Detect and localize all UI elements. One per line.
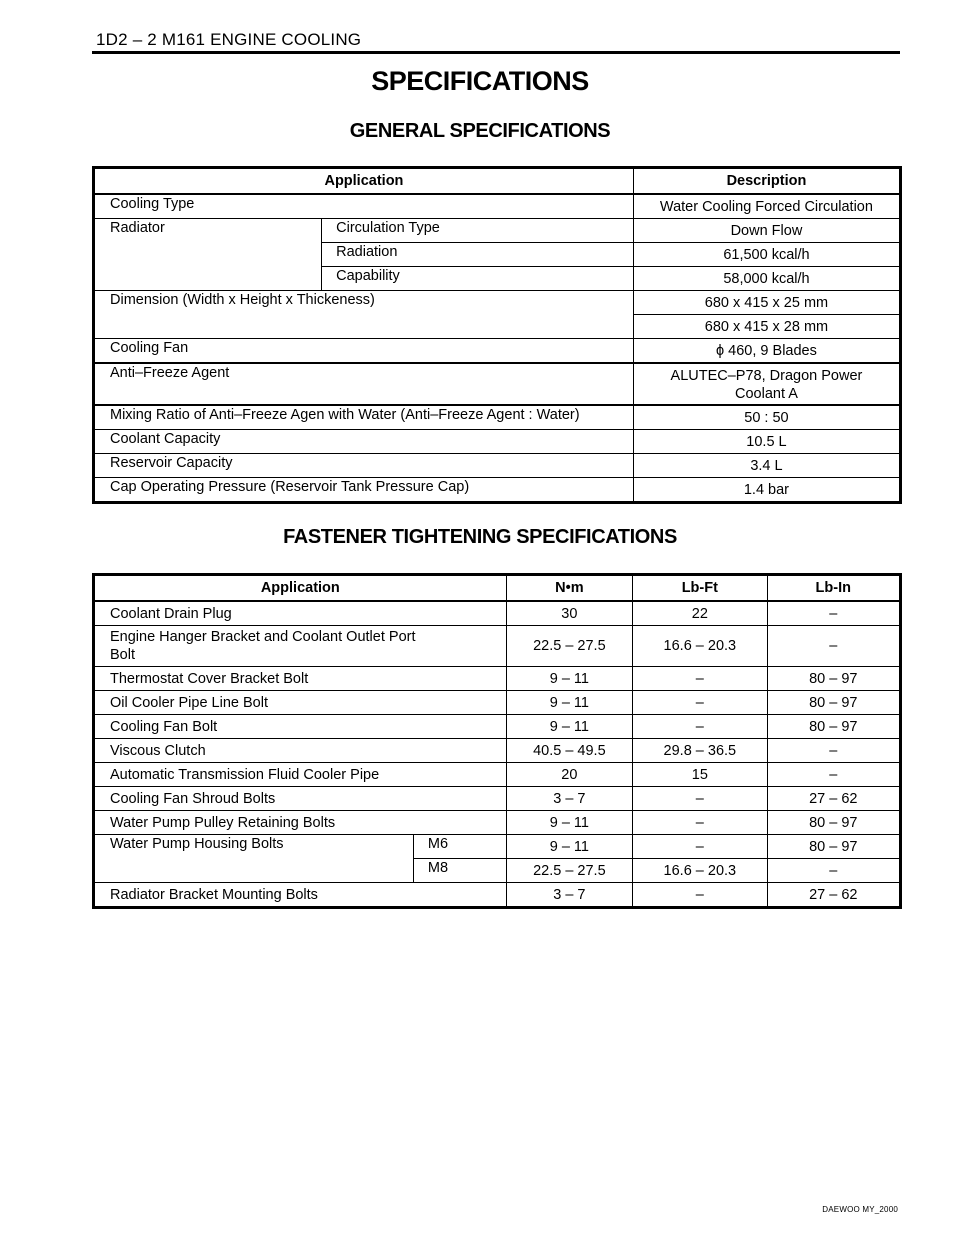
fastener-nm: 9 – 11 — [506, 811, 632, 835]
table-row — [94, 219, 901, 243]
page-footer: DAEWOO MY_2000 — [822, 1205, 898, 1214]
capability-label: Capability — [322, 267, 634, 291]
fastener-nm: 9 – 11 — [506, 667, 632, 691]
dimension-label: Dimension (Width x Height x Thickeness) — [94, 291, 634, 339]
table-row — [94, 835, 901, 859]
fastener-lbft: 15 — [633, 763, 767, 787]
table-row — [94, 478, 901, 503]
fastener-lbin: – — [767, 626, 900, 667]
fastener-nm: 3 – 7 — [506, 787, 632, 811]
coolant-capacity-label: Coolant Capacity — [94, 430, 634, 454]
table-row — [94, 787, 901, 811]
fastener-lbin: – — [767, 763, 900, 787]
fastener-lbft: – — [633, 691, 767, 715]
dimension-value-1: 680 x 415 x 25 mm — [633, 291, 900, 315]
fastener-nm: 9 – 11 — [506, 835, 632, 859]
fastener-lbft: 16.6 – 20.3 — [633, 626, 767, 667]
table-row — [94, 739, 901, 763]
fastener-lbin: 27 – 62 — [767, 787, 900, 811]
fastener-nm: 22.5 – 27.5 — [506, 626, 632, 667]
fastener-application: Cooling Fan Shroud Bolts — [94, 787, 507, 811]
fastener-lbin: 80 – 97 — [767, 811, 900, 835]
table-row — [94, 339, 901, 364]
water-pump-m6-size: M6 — [413, 835, 506, 859]
fastener-nm: 20 — [506, 763, 632, 787]
capability-value: 58,000 kcal/h — [633, 267, 900, 291]
table-row — [94, 626, 901, 667]
fastener-lbft: – — [633, 883, 767, 908]
table-row — [94, 363, 901, 405]
fastener-application: Viscous Clutch — [94, 739, 507, 763]
fastener-application: Automatic Transmission Fluid Cooler Pipe — [94, 763, 507, 787]
cooling-fan-value: ϕ 460, 9 Blades — [633, 339, 900, 364]
fastener-application: Cooling Fan Bolt — [94, 715, 507, 739]
general-specifications-heading: GENERAL SPECIFICATIONS — [349, 120, 611, 142]
fastener-lbin: – — [767, 601, 900, 626]
fastener-nm: 40.5 – 49.5 — [506, 739, 632, 763]
cap-pressure-label: Cap Operating Pressure (Reservoir Tank Pressure Cap) — [94, 478, 634, 503]
table-row — [94, 883, 901, 908]
cooling-fan-label: Cooling Fan — [94, 339, 634, 364]
table-row — [94, 291, 901, 315]
cooling-type-label: Cooling Type — [94, 194, 634, 219]
fastener-lbin: 27 – 62 — [767, 883, 900, 908]
radiation-label: Radiation — [322, 243, 634, 267]
fastener-nm: 3 – 7 — [506, 883, 632, 908]
fastener-application: Thermostat Cover Bracket Bolt — [94, 667, 507, 691]
fastener-specifications-heading: FASTENER TIGHTENING SPECIFICATIONS — [283, 526, 677, 548]
table-row — [94, 667, 901, 691]
fastener-lbin: – — [767, 739, 900, 763]
page-title: SPECIFICATIONS — [371, 66, 589, 96]
fastener-nm: 22.5 – 27.5 — [506, 859, 632, 883]
fastener-application: Radiator Bracket Mounting Bolts — [94, 883, 507, 908]
radiator-label: Radiator — [94, 219, 322, 291]
column-header-nm: N•m — [506, 575, 632, 602]
table-row — [94, 763, 901, 787]
fastener-application: Engine Hanger Bracket and Coolant Outlet Port Bolt — [94, 626, 507, 667]
mixing-ratio-label: Mixing Ratio of Anti–Freeze Agen with Water (Anti–Freeze Agent : Water) — [94, 405, 634, 430]
cooling-type-value: Water Cooling Forced Circulation — [633, 194, 900, 219]
fastener-lbft: – — [633, 667, 767, 691]
water-pump-m8-size: M8 — [413, 859, 506, 883]
general-specifications-table — [92, 166, 902, 504]
table-row — [94, 715, 901, 739]
fastener-application: Water Pump Pulley Retaining Bolts — [94, 811, 507, 835]
fastener-specifications-table — [92, 573, 902, 909]
water-pump-housing-label: Water Pump Housing Bolts — [94, 835, 414, 883]
fastener-lbin: 80 – 97 — [767, 691, 900, 715]
fastener-lbft: 29.8 – 36.5 — [633, 739, 767, 763]
fastener-lbft: – — [633, 715, 767, 739]
circulation-type-label: Circulation Type — [322, 219, 634, 243]
radiation-value: 61,500 kcal/h — [633, 243, 900, 267]
coolant-capacity-value: 10.5 L — [633, 430, 900, 454]
fastener-nm: 9 – 11 — [506, 691, 632, 715]
table-row — [94, 194, 901, 219]
fastener-lbft: 16.6 – 20.3 — [633, 859, 767, 883]
table-row — [94, 691, 901, 715]
cap-pressure-value: 1.4 bar — [633, 478, 900, 503]
column-header-lbin: Lb-In — [767, 575, 900, 602]
fastener-nm: 30 — [506, 601, 632, 626]
fastener-lbft: – — [633, 811, 767, 835]
reservoir-capacity-label: Reservoir Capacity — [94, 454, 634, 478]
column-header-application: Application — [94, 168, 634, 195]
antifreeze-label: Anti–Freeze Agent — [94, 363, 634, 405]
fastener-lbin: – — [767, 859, 900, 883]
reservoir-capacity-value: 3.4 L — [633, 454, 900, 478]
table-row — [94, 601, 901, 626]
fastener-lbft: – — [633, 787, 767, 811]
mixing-ratio-value: 50 : 50 — [633, 405, 900, 430]
column-header-description: Description — [633, 168, 900, 195]
fastener-lbft: 22 — [633, 601, 767, 626]
table-header-row — [94, 575, 901, 602]
dimension-value-2: 680 x 415 x 28 mm — [633, 315, 900, 339]
fastener-lbin: 80 – 97 — [767, 715, 900, 739]
fastener-lbft: – — [633, 835, 767, 859]
fastener-nm: 9 – 11 — [506, 715, 632, 739]
fastener-lbin: 80 – 97 — [767, 835, 900, 859]
fastener-application: Coolant Drain Plug — [94, 601, 507, 626]
fastener-lbin: 80 – 97 — [767, 667, 900, 691]
antifreeze-value: ALUTEC–P78, Dragon Power Coolant A — [633, 363, 900, 405]
column-header-lbft: Lb-Ft — [633, 575, 767, 602]
circulation-type-value: Down Flow — [633, 219, 900, 243]
page-header: 1D2 – 2 M161 ENGINE COOLING — [96, 30, 362, 49]
table-row — [94, 811, 901, 835]
table-row — [94, 405, 901, 430]
table-row — [94, 430, 901, 454]
table-header-row — [94, 168, 901, 195]
table-row — [94, 454, 901, 478]
column-header-application: Application — [94, 575, 507, 602]
fastener-application: Oil Cooler Pipe Line Bolt — [94, 691, 507, 715]
header-rule — [92, 51, 900, 54]
